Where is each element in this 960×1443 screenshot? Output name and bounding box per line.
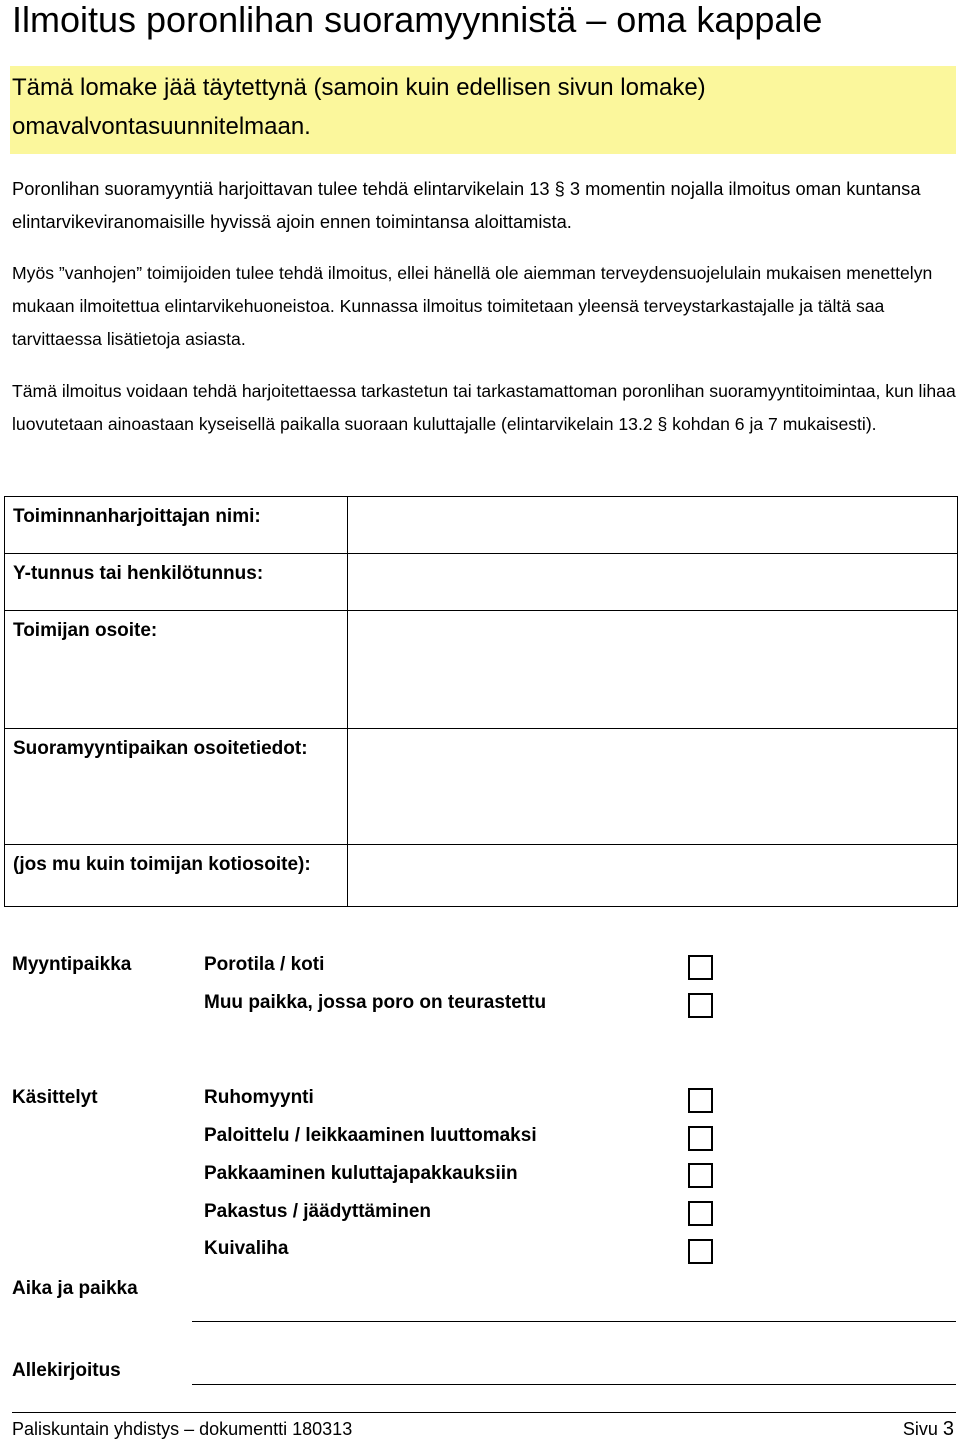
processing-option-cutting-checkbox[interactable]: [688, 1126, 713, 1151]
operator-name-field[interactable]: [348, 497, 958, 554]
processing-label: Käsittelyt: [12, 1087, 98, 1108]
time-place-line[interactable]: [192, 1321, 956, 1322]
processing-option-carcass-label: Ruhomyynti: [204, 1087, 314, 1108]
signature-line[interactable]: [192, 1384, 956, 1385]
processing-option-freezing-label: Pakastus / jäädyttäminen: [204, 1201, 432, 1222]
sales-address-label: Suoramyyntipaikan osoitetiedot:: [5, 729, 348, 845]
footer-page-number: [903, 1416, 954, 1442]
footer-divider: [12, 1412, 956, 1413]
home-address-label: (jos mu kuin toimijan kotiosoite):: [5, 845, 348, 907]
footer-page-value: 3: [942, 1418, 954, 1440]
processing-option-carcass-checkbox[interactable]: [688, 1088, 713, 1113]
operator-name-label: Toiminnanharjoittajan nimi:: [5, 497, 348, 554]
home-address-field[interactable]: [348, 845, 958, 907]
time-place-label: Aika ja paikka: [12, 1278, 138, 1299]
sales-place-option-other-label: Muu paikka, jossa poro on teurastettu: [204, 992, 547, 1013]
signature-label: Allekirjoitus: [12, 1360, 121, 1381]
intro-paragraph-1: Poronlihan suoramyyntiä harjoittavan tulee tehdä elintarvikelain 13 § 3 momentin nojalla ilmoitus oman kuntansa elintarvikeviranomaisille hyvissä ajoin ennen toimintansa aloittamista.: [12, 178, 921, 232]
processing-option-packaging-label: Pakkaaminen kuluttajapakkauksiin: [204, 1163, 518, 1184]
business-id-label: Y-tunnus tai henkilötunnus:: [5, 554, 348, 611]
operator-address-field[interactable]: [348, 611, 958, 729]
intro-paragraph-3: Tämä ilmoitus voidaan tehdä harjoitettaessa tarkastetun tai tarkastamattoman poronlihan suoramyyntitoimintaa, kun lihaa luovutetaan ainoastaan kyseisellä paikalla suoraan kuluttajalle (elintarvikelain 13.2 § kohdan 6 ja 7 mukaisesti).: [12, 381, 956, 434]
operator-address-label: Toimijan osoite:: [5, 611, 348, 729]
page-title: Ilmoitus poronlihan suoramyynnistä – oma kappale: [12, 0, 823, 40]
footer-document-id: Paliskuntain yhdistys – dokumentti 180313: [12, 1419, 353, 1439]
processing-option-dried-meat-checkbox[interactable]: [688, 1239, 713, 1264]
processing-option-dried-meat-label: Kuivaliha: [204, 1238, 289, 1259]
sales-place-label: Myyntipaikka: [12, 954, 132, 975]
sales-address-field[interactable]: [348, 729, 958, 845]
intro-paragraph-2: Myös ”vanhojen” toimijoiden tulee tehdä ilmoitus, ellei hänellä ole aiemman terveydensuojelulain mukaisen menettelyn mukaan ilmoitettua elintarvikehuoneistoa. Kunnassa ilmoitus toimitetaan yleensä terveystarkastajalle ja tältä saa tarvittaessa lisätietoja asiasta.: [12, 263, 933, 349]
sales-place-option-farm-checkbox[interactable]: [688, 955, 713, 980]
sales-place-option-other-checkbox[interactable]: [688, 993, 713, 1018]
operator-info-table: [4, 496, 958, 907]
processing-option-cutting-label: Paloittelu / leikkaaminen luuttomaksi: [204, 1125, 537, 1146]
notice-text: Tämä lomake jää täytettynä (samoin kuin edellisen sivun lomake) omavalvontasuunnitelmaan.: [12, 74, 706, 140]
processing-option-freezing-checkbox[interactable]: [688, 1201, 713, 1226]
business-id-field[interactable]: [348, 554, 958, 611]
sales-place-option-farm-label: Porotila / koti: [204, 954, 325, 975]
processing-option-packaging-checkbox[interactable]: [688, 1163, 713, 1188]
footer-page-label: Sivu: [902, 1419, 938, 1439]
